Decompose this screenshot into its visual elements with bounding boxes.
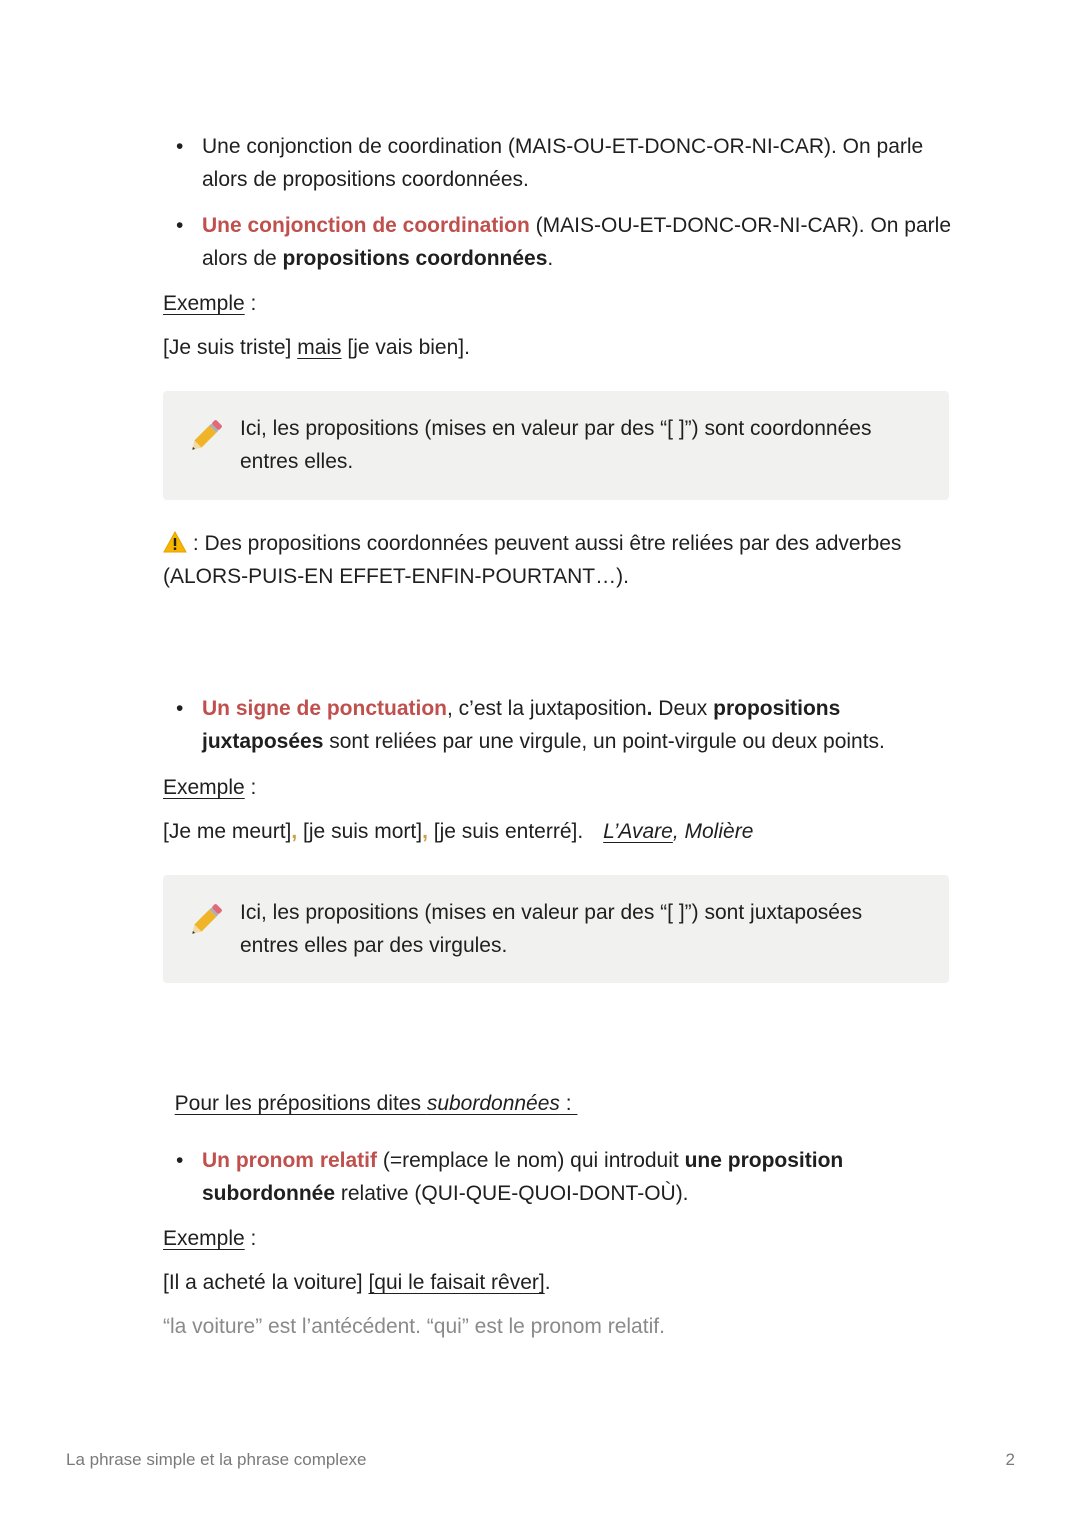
work-author: , Molière	[672, 820, 754, 843]
list-item-text-end: .	[547, 247, 554, 270]
pencil-icon	[185, 901, 225, 941]
example-label-text: Exemple	[163, 776, 245, 799]
list-item-coordination	[176, 209, 962, 275]
subordinate-clause: [qui le faisait rêver]	[368, 1271, 545, 1294]
example-text: [je suis mort]	[297, 820, 423, 843]
highlight-term: Un signe de ponctuation	[202, 697, 447, 720]
warning-icon	[163, 531, 187, 553]
example-sentence-relative	[163, 1266, 551, 1299]
example-sentence-juxtaposition	[163, 815, 753, 848]
list-item-juxtaposition	[176, 692, 932, 758]
example-label-colon: :	[244, 292, 257, 315]
heading-end: :	[559, 1092, 578, 1115]
list-item-text: , c’est la juxtaposition	[447, 697, 647, 720]
example-text: [je suis enterré].	[427, 820, 584, 843]
bullet-dot: •	[176, 1149, 184, 1172]
example-text: [je vais bien].	[341, 336, 470, 359]
example-text: [Je me meurt]	[163, 820, 292, 843]
highlight-comma: ,	[291, 820, 298, 843]
highlight-term: Une conjonction de coordination	[202, 214, 530, 237]
highlight-term: Un pronom relatif	[202, 1149, 378, 1172]
heading-italic: subordonnées	[426, 1092, 560, 1115]
bullet-dot: •	[176, 697, 184, 720]
callout-note-juxtaposition	[163, 875, 949, 983]
bullet-dot: •	[176, 214, 184, 237]
example-label	[163, 771, 256, 804]
list-item-text-end: relative (QUI-QUE-QUOI-DONT-OÙ).	[335, 1182, 689, 1205]
bullet-dot: •	[176, 135, 184, 158]
example-label	[163, 1222, 256, 1255]
warning-text: : Des propositions coordonnées peuvent aussi être reliées par des adverbes (ALORS-PUIS-EN EFFET-ENFIN-POURTANT…).	[163, 532, 902, 588]
example-sentence-coordination	[163, 331, 470, 364]
example-label-text: Exemple	[163, 292, 245, 315]
pencil-icon	[185, 417, 225, 457]
callout-note-coordination	[163, 391, 949, 500]
heading-text: Pour les prépositions dites	[174, 1092, 427, 1115]
list-item-text: (MAIS-OU-ET-DONC-OR-NI-CAR). On parle alors de	[202, 214, 952, 270]
callout-text: Ici, les propositions (mises en valeur par des “[ ]”) sont coordonnées entres elles.	[240, 417, 872, 473]
list-item-text-end: sont reliées par une virgule, un point-virgule ou deux points.	[323, 730, 885, 753]
list-item-relative-pronoun	[176, 1144, 922, 1210]
highlight-comma: ,	[422, 820, 428, 843]
work-title: L’Avare	[603, 820, 673, 843]
footer-title: La phrase simple et la phrase complexe	[66, 1450, 367, 1469]
example-label-text: Exemple	[163, 1227, 245, 1250]
bold-term: une proposition subordonnée	[202, 1149, 844, 1205]
example-text: [Je suis triste]	[163, 336, 298, 359]
page-number: 2	[1005, 1450, 1015, 1469]
warning-note	[163, 527, 953, 593]
explanation-note: “la voiture” est l’antécédent. “qui” est le pronom relatif.	[163, 1315, 665, 1338]
callout-text: Ici, les propositions (mises en valeur par des “[ ]”) sont juxtaposées entres elles par des virgules.	[240, 901, 863, 957]
conjunction-word: mais	[297, 336, 342, 359]
example-label	[163, 287, 256, 320]
example-text: [Il a acheté la voiture]	[163, 1271, 369, 1294]
example-label-colon: :	[244, 776, 257, 799]
list-item-text: (=remplace le nom) qui introduit	[377, 1149, 685, 1172]
list-item-text: Une conjonction de coordination (MAIS-OU-ET-DONC-OR-NI-CAR). On parle alors de propositions coordonnées.	[202, 135, 924, 191]
list-item-coordination-plain	[176, 130, 962, 196]
example-text-end: .	[544, 1271, 551, 1294]
list-item-text: Deux	[652, 697, 714, 720]
bold-period: .	[646, 697, 653, 720]
section-heading-subordinate	[163, 1054, 577, 1120]
example-label-colon: :	[244, 1227, 257, 1250]
bold-term: propositions coordonnées	[282, 247, 548, 270]
bold-term: propositions juxtaposées	[202, 697, 841, 753]
